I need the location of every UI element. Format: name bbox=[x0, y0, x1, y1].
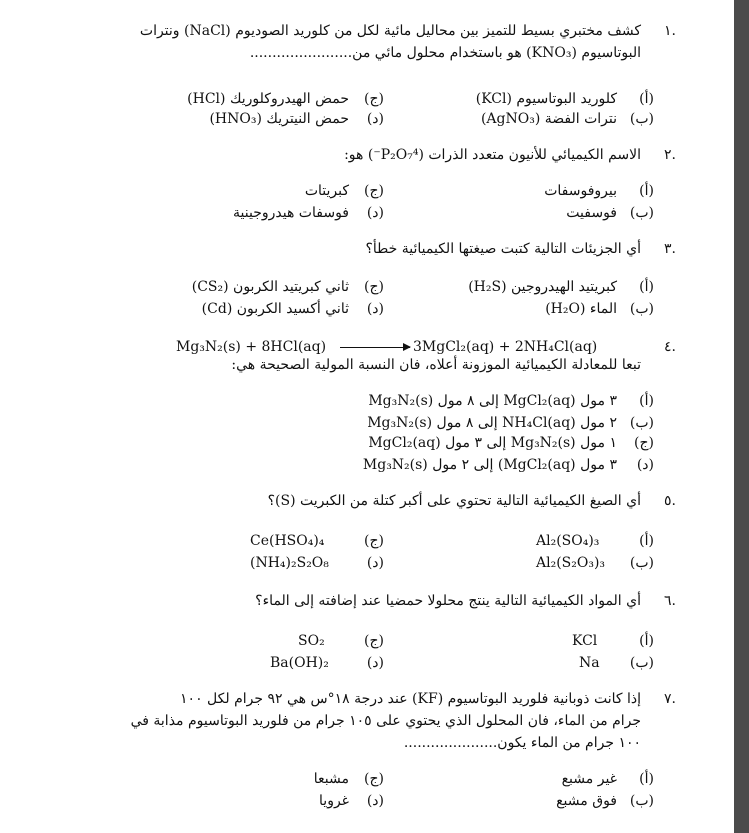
option-label: (ج) bbox=[364, 183, 384, 199]
question-number: ٤. bbox=[664, 339, 676, 355]
option-label: (ج) bbox=[364, 533, 384, 549]
question-number: ٥. bbox=[664, 493, 676, 509]
option-label: (أ) bbox=[639, 91, 654, 107]
option-text: كبريتيد الهيدروجين (H₂S) bbox=[468, 279, 617, 295]
option-label: (أ) bbox=[639, 533, 654, 549]
option-text: بيروفوسفات bbox=[544, 183, 617, 199]
option-label: (د) bbox=[366, 655, 384, 671]
question-text-line: إذا كانت ذوبانية فلوريد البوتاسيوم (KF) عند درجة ١٨°س هي ٩٢ جرام لكل ١٠٠ bbox=[180, 691, 641, 707]
option-text: ٣ مول MgCl₂(aq) إلى ٨ مول Mg₃N₂(s) bbox=[368, 393, 617, 409]
option-label: (أ) bbox=[639, 183, 654, 199]
option-label: (د) bbox=[366, 205, 384, 221]
option-label: (ج) bbox=[364, 91, 384, 107]
question-text-line: أي الصيغ الكيميائية التالية تحتوي على أكبر كتلة من الكبريت (S)؟ bbox=[267, 493, 641, 509]
option-text: حمض النيتريك (HNO₃) bbox=[209, 111, 349, 127]
option-label: (أ) bbox=[639, 771, 654, 787]
option-text: KCl bbox=[572, 633, 598, 649]
option-text: SO₂ bbox=[298, 633, 325, 649]
question-number: ١. bbox=[664, 23, 676, 39]
option-text: Ba(OH)₂ bbox=[270, 655, 329, 671]
option-label: (ب) bbox=[629, 555, 654, 571]
option-text: كبريتات bbox=[304, 183, 349, 199]
option-text: Ce(HSO₄)₄ bbox=[250, 533, 325, 549]
question-number: ٣. bbox=[664, 241, 676, 257]
option-text: حمض الهيدروكلوريك (HCl) bbox=[187, 91, 349, 107]
option-text: ٢ مول NH₄Cl(aq) إلى ٨ مول Mg₃N₂(s) bbox=[367, 415, 617, 431]
option-label: (ج) bbox=[364, 279, 384, 295]
equation-products: 3MgCl₂(aq) + 2NH₄Cl(aq) bbox=[413, 339, 598, 355]
option-text: كلوريد البوتاسيوم (KCl) bbox=[475, 91, 617, 107]
option-label: (ج) bbox=[364, 633, 384, 649]
option-label: (ب) bbox=[629, 205, 654, 221]
option-label: (ب) bbox=[629, 655, 654, 671]
option-label: (د) bbox=[366, 301, 384, 317]
question-text-line: البوتاسيوم (KNO₃) هو باستخدام محلول مائي من....................... bbox=[249, 45, 641, 61]
option-text: Al₂(SO₄)₃ bbox=[536, 533, 600, 549]
question-text-line: أي المواد الكيميائية التالية ينتج محلولا حمضيا عند إضافته إلى الماء؟ bbox=[255, 593, 641, 609]
option-text: الماء (H₂O) bbox=[545, 301, 617, 317]
question-text-line: الاسم الكيميائي للأنيون متعدد الذرات (P₂O₇⁴⁻) هو: bbox=[344, 147, 641, 163]
option-label: (د) bbox=[366, 555, 384, 571]
option-label: (د) bbox=[366, 111, 384, 127]
option-label: (ب) bbox=[629, 111, 654, 127]
option-label: (د) bbox=[636, 457, 654, 473]
question-text-line: أي الجزيئات التالية كتبت صيغتها الكيميائية خطأ؟ bbox=[365, 241, 641, 257]
question-text-line: جرام من الماء، فان المحلول الذي يحتوي على ١٠٥ جرام من فلوريد البوتاسيوم مذابة في bbox=[130, 713, 641, 729]
option-label: (ج) bbox=[634, 435, 654, 451]
option-text: فوسفيت bbox=[566, 205, 617, 221]
option-label: (ب) bbox=[629, 415, 654, 431]
option-label: (ب) bbox=[629, 301, 654, 317]
question-number: ٦. bbox=[664, 593, 676, 609]
option-text: ثاني أكسيد الكربون (Cd) bbox=[201, 301, 349, 317]
equation-reactants: Mg₃N₂(s) + 8HCl(aq) bbox=[176, 339, 327, 355]
option-label: (د) bbox=[366, 793, 384, 809]
option-label: (أ) bbox=[639, 279, 654, 295]
option-text: فوق مشبع bbox=[556, 793, 617, 809]
option-text: ٣ مول MgCl₂(aq)) إلى ٢ مول Mg₃N₂(s) bbox=[362, 457, 617, 473]
question-text-line: ١٠٠ جرام من الماء يكون..................... bbox=[403, 735, 641, 751]
reaction-arrow bbox=[340, 347, 410, 348]
option-text: نترات الفضة (AgNO₃) bbox=[480, 111, 617, 127]
option-text: غير مشبع bbox=[561, 771, 617, 787]
option-text: فوسفات هيدروجينية bbox=[233, 205, 349, 221]
option-text: مشبعا bbox=[313, 771, 349, 787]
question-number: ٧. bbox=[664, 691, 676, 707]
question-text-line: تبعا للمعادلة الكيميائية الموزونة أعلاه، فان النسبة المولية الصحيحة هي: bbox=[231, 357, 641, 373]
option-text: غرويا bbox=[319, 793, 349, 809]
option-label: (ج) bbox=[364, 771, 384, 787]
option-text: Al₂(S₂O₃)₃ bbox=[536, 555, 606, 571]
option-text: (NH₄)₂S₂O₈ bbox=[250, 555, 329, 571]
option-text: ١ مول Mg₃N₂(s) إلى ٣ مول MgCl₂(aq) bbox=[368, 435, 617, 451]
option-label: (أ) bbox=[639, 633, 654, 649]
option-label: (ب) bbox=[629, 793, 654, 809]
option-label: (أ) bbox=[639, 393, 654, 409]
option-text: Na bbox=[579, 655, 600, 671]
option-text: ثاني كبريتيد الكربون (CS₂) bbox=[191, 279, 349, 295]
question-number: ٢. bbox=[664, 147, 676, 163]
page-edge-bar bbox=[734, 0, 749, 833]
question-text-line: كشف مختبري بسيط للتميز بين محاليل مائية لكل من كلوريد الصوديوم (NaCl) ونترات bbox=[139, 23, 641, 39]
